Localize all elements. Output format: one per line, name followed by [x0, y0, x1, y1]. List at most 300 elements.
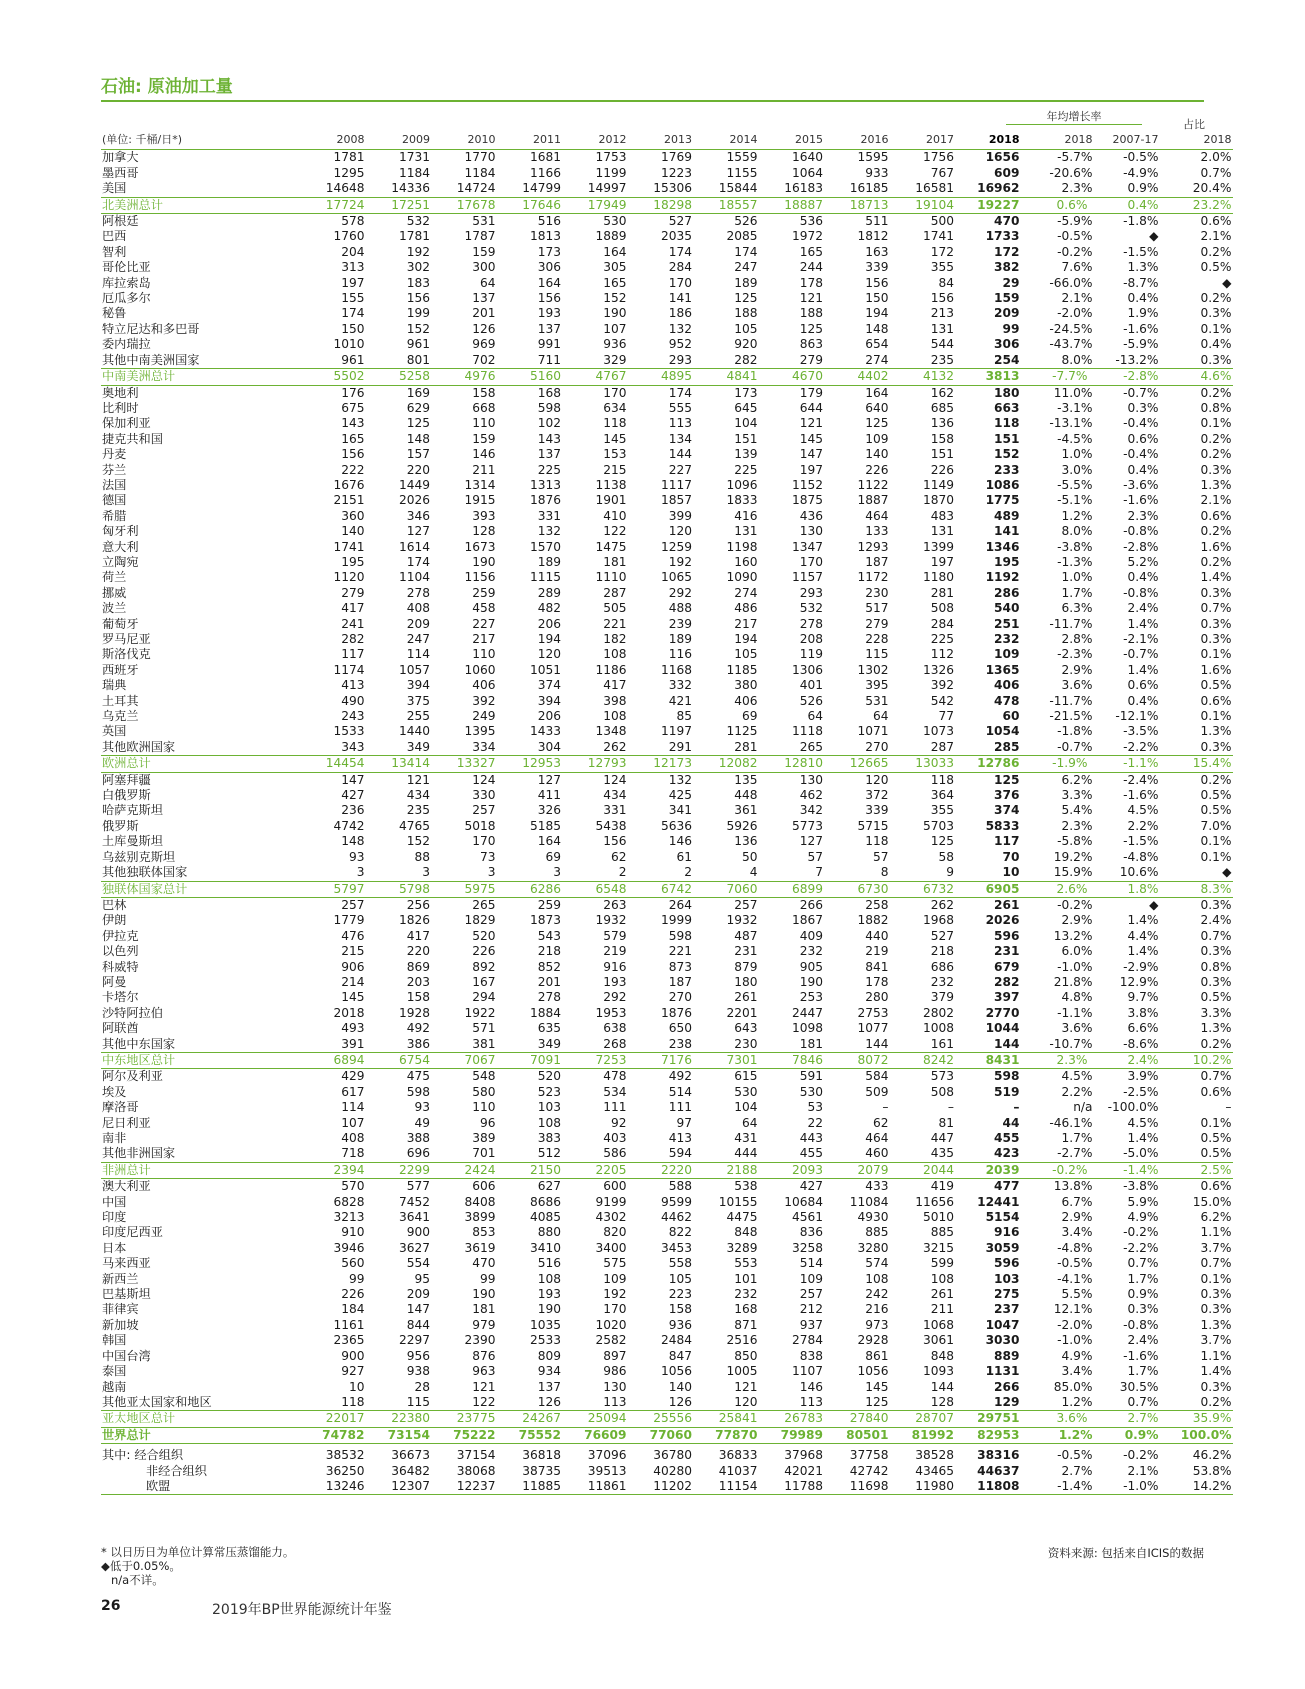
growth-2018-cell: 2.2% — [1061, 1084, 1093, 1099]
value-cell: 629 — [406, 400, 430, 415]
value-cell: 126 — [668, 1394, 692, 1409]
share-cell: 0.5% — [1200, 260, 1232, 275]
value-cell: 287 — [603, 585, 627, 600]
value-cell: 2928 — [857, 1333, 889, 1348]
value-cell: 144 — [994, 1036, 1020, 1051]
value-cell: 145 — [865, 1379, 889, 1394]
value-cell: 281 — [930, 585, 954, 600]
value-cell: 164 — [537, 834, 561, 849]
value-cell: 429 — [341, 1069, 365, 1084]
value-cell: 16183 — [784, 181, 823, 196]
value-cell: 130 — [799, 772, 823, 787]
value-cell: 861 — [865, 1348, 889, 1363]
value-cell: 201 — [537, 974, 561, 989]
value-cell: 1775 — [985, 493, 1020, 508]
growth-2007-17-cell: -0.2% — [1123, 1448, 1159, 1463]
value-cell: 836 — [799, 1225, 823, 1240]
value-cell: 120 — [734, 1394, 758, 1409]
row-label: 巴林 — [102, 897, 127, 912]
value-cell: 933 — [865, 165, 889, 180]
growth-2007-17-cell: -0.2% — [1123, 1225, 1159, 1240]
value-cell: 675 — [341, 400, 365, 415]
growth-2018-cell: -5.9% — [1057, 214, 1093, 229]
value-cell: 114 — [406, 647, 430, 662]
value-cell: 25094 — [562, 1411, 628, 1427]
value-cell: 231 — [994, 944, 1020, 959]
value-cell: 284 — [668, 260, 692, 275]
value-cell: 192 — [603, 1287, 627, 1302]
value-cell: 226 — [865, 462, 889, 477]
share-cell: 0.3% — [1200, 616, 1232, 631]
value-cell: 7301 — [693, 1052, 759, 1068]
value-cell: 596 — [994, 928, 1020, 943]
table-row — [101, 929, 1233, 944]
value-cell: 873 — [668, 959, 692, 974]
value-cell: 172 — [930, 244, 954, 259]
value-cell: 394 — [537, 693, 561, 708]
value-cell: 88 — [414, 849, 430, 864]
row-label: 阿联酋 — [102, 1021, 139, 1036]
value-cell: 16962 — [977, 181, 1020, 196]
table-row — [101, 740, 1233, 756]
table-row — [101, 447, 1233, 462]
value-cell: 132 — [537, 524, 561, 539]
value-cell: 77870 — [693, 1427, 759, 1443]
value-cell: 871 — [734, 1317, 758, 1332]
value-cell: 187 — [865, 554, 889, 569]
value-cell: 8408 — [464, 1194, 496, 1209]
share-cell: 0.1% — [1200, 1271, 1232, 1286]
growth-2007-17-header: 2007-17 — [1094, 128, 1160, 150]
value-cell: 408 — [406, 601, 430, 616]
share-header-title: 占比 — [1183, 118, 1205, 131]
value-cell: 15844 — [718, 181, 758, 196]
value-cell: 512 — [537, 1146, 561, 1161]
value-cell: 265 — [799, 739, 823, 754]
share-cell: 0.3% — [1200, 585, 1232, 600]
value-cell: 530 — [799, 1084, 823, 1099]
value-cell: 64 — [479, 275, 496, 290]
value-cell: 157 — [406, 447, 430, 462]
growth-2007-17-cell: -0.7% — [1123, 385, 1159, 400]
value-cell: 1068 — [922, 1317, 954, 1332]
value-cell: 863 — [799, 337, 823, 352]
value-cell: 1168 — [660, 662, 692, 677]
growth-2007-17-cell: -0.8% — [1123, 1317, 1159, 1332]
growth-2007-17-cell: -0.4% — [1123, 447, 1159, 462]
value-cell: 1104 — [398, 570, 430, 585]
share-cell: 0.8% — [1200, 400, 1232, 415]
value-cell: 11154 — [693, 1479, 759, 1495]
share-cell: 2.1% — [1200, 493, 1232, 508]
growth-2007-17-cell: 5.9% — [1127, 1194, 1159, 1209]
value-cell: 22380 — [366, 1411, 432, 1427]
value-cell: 11861 — [562, 1479, 628, 1495]
value-cell: 12173 — [628, 756, 694, 772]
value-cell: 2205 — [562, 1162, 628, 1178]
value-cell: 961 — [341, 352, 365, 367]
row-label: 其他亚太国家和地区 — [102, 1394, 212, 1409]
value-cell: 349 — [537, 1036, 561, 1051]
value-cell: 305 — [603, 260, 627, 275]
value-cell: 13327 — [431, 756, 497, 772]
growth-2018-cell: -4.5% — [1057, 431, 1093, 446]
share-cell: 0.3% — [1200, 739, 1232, 754]
value-cell: 151 — [734, 431, 758, 446]
value-cell: 36833 — [718, 1448, 758, 1463]
value-cell: 478 — [603, 1069, 627, 1084]
value-cell: 197 — [341, 275, 365, 290]
value-cell: 343 — [341, 739, 365, 754]
value-cell: 17949 — [562, 197, 628, 213]
growth-2007-17-cell: 0.6% — [1127, 431, 1159, 446]
value-cell: 3 — [487, 865, 496, 880]
value-cell: 256 — [406, 897, 430, 912]
value-cell: 38532 — [325, 1448, 365, 1463]
growth-2018-cell: -20.6% — [1049, 165, 1093, 180]
table-row — [101, 601, 1233, 616]
growth-2007-17-cell: -8.7% — [1123, 275, 1159, 290]
value-cell: 1779 — [333, 913, 365, 928]
value-cell: 617 — [341, 1084, 365, 1099]
row-label: 奥地利 — [102, 385, 139, 400]
value-cell: 239 — [668, 616, 692, 631]
value-cell: 16185 — [849, 181, 889, 196]
value-cell: 4895 — [628, 369, 694, 385]
value-cell: 104 — [734, 1100, 758, 1115]
value-cell: 278 — [406, 585, 430, 600]
row-label: 菲律宾 — [102, 1302, 139, 1317]
value-cell: 221 — [668, 944, 692, 959]
value-cell: 108 — [603, 709, 627, 724]
value-cell: 2150 — [497, 1162, 563, 1178]
value-cell: 148 — [341, 834, 365, 849]
value-cell: 150 — [341, 321, 365, 336]
value-cell: 194 — [734, 632, 758, 646]
value-cell: 1753 — [595, 150, 627, 165]
table-row — [101, 1302, 1233, 1317]
row-label: 挪威 — [102, 585, 127, 600]
value-cell: 293 — [668, 352, 692, 367]
value-cell: 57 — [872, 849, 889, 864]
value-cell: 232 — [930, 974, 954, 989]
source-note: 资料来源: 包括来自ICIS的数据 — [1047, 1546, 1204, 1560]
value-cell: 2784 — [791, 1333, 823, 1348]
value-cell: 178 — [865, 974, 889, 989]
value-cell: 77060 — [628, 1427, 694, 1443]
table-row — [101, 540, 1233, 555]
value-cell: 663 — [994, 400, 1020, 415]
value-cell: 2299 — [366, 1162, 432, 1178]
row-label: 非洲总计 — [101, 1162, 300, 1178]
share-cell: 15.0% — [1192, 1194, 1232, 1209]
value-cell: 1681 — [529, 150, 561, 165]
growth-2007-17-cell: -12.1% — [1115, 709, 1159, 724]
value-cell: 162 — [930, 385, 954, 400]
year-header: 2018 — [955, 128, 1021, 150]
value-cell: 243 — [341, 709, 365, 724]
growth-2007-17-cell: 2.4% — [1094, 1052, 1160, 1068]
value-cell: 4402 — [824, 369, 890, 385]
row-label: 以色列 — [102, 944, 139, 959]
value-cell: 119 — [799, 647, 823, 662]
value-cell: 12237 — [431, 1479, 497, 1495]
table-row — [101, 1100, 1233, 1115]
value-cell: 1008 — [922, 1021, 954, 1036]
share-cell: 1.3% — [1200, 724, 1232, 739]
value-cell: 25841 — [693, 1411, 759, 1427]
value-cell: 1440 — [398, 724, 430, 739]
value-cell: 532 — [799, 601, 823, 616]
growth-2018-cell: 6.2% — [1061, 772, 1093, 787]
row-label: 阿尔及利亚 — [102, 1069, 163, 1084]
value-cell: 173 — [734, 385, 758, 400]
share-cell: 0.2% — [1200, 291, 1232, 306]
value-cell: 169 — [406, 385, 430, 400]
row-label: 巴西 — [102, 229, 127, 244]
growth-2018-cell: 0.6% — [1021, 197, 1094, 213]
value-cell: 421 — [668, 693, 692, 708]
growth-2018-cell: -24.5% — [1049, 321, 1093, 336]
value-cell: 570 — [341, 1179, 365, 1194]
value-cell: 332 — [668, 678, 692, 693]
value-cell: 173 — [537, 244, 561, 259]
growth-2018-cell: -4.1% — [1057, 1271, 1093, 1286]
value-cell: 225 — [930, 632, 954, 646]
growth-2018-cell: -2.0% — [1057, 306, 1093, 321]
share-cell: 3.3% — [1200, 1005, 1232, 1020]
value-cell: 427 — [341, 788, 365, 803]
value-cell: 588 — [668, 1179, 692, 1194]
value-cell: 838 — [799, 1348, 823, 1363]
growth-2007-17-cell: -1.1% — [1094, 756, 1160, 772]
value-cell: 9599 — [660, 1194, 692, 1209]
value-cell: 1118 — [791, 724, 823, 739]
row-label: 中国 — [102, 1194, 127, 1209]
value-cell: 1313 — [529, 477, 561, 492]
table-row — [101, 788, 1233, 803]
value-cell: 5833 — [985, 818, 1020, 833]
value-cell: 1064 — [791, 165, 823, 180]
growth-2007-17-cell: -2.8% — [1094, 369, 1160, 385]
value-cell: 182 — [603, 632, 627, 646]
value-cell: 543 — [537, 928, 561, 943]
value-cell: 125 — [994, 772, 1020, 787]
value-cell: 40280 — [653, 1463, 692, 1478]
value-cell: 22017 — [300, 1411, 366, 1427]
table-row — [101, 570, 1233, 585]
value-cell: 961 — [406, 337, 430, 352]
value-cell: 158 — [930, 431, 954, 446]
footnote-diamond: ◆低于0.05%。 — [101, 1559, 181, 1573]
value-cell: 2582 — [595, 1333, 627, 1348]
value-cell: 244 — [799, 260, 823, 275]
value-cell: 219 — [865, 944, 889, 959]
growth-2018-cell: -11.7% — [1049, 616, 1093, 631]
growth-header-rule — [1006, 124, 1142, 125]
growth-2007-17-cell: -1.6% — [1123, 1348, 1159, 1363]
value-cell: 392 — [472, 693, 496, 708]
value-cell: 3813 — [955, 369, 1021, 385]
value-cell: 194 — [865, 306, 889, 321]
value-cell: 4767 — [562, 369, 628, 385]
value-cell: 124 — [472, 772, 496, 787]
value-cell: 139 — [734, 447, 758, 462]
value-cell: 417 — [341, 601, 365, 616]
value-cell: 158 — [406, 990, 430, 1005]
value-cell: 80501 — [824, 1427, 890, 1443]
value-cell: 14454 — [300, 756, 366, 772]
value-cell: 199 — [406, 306, 430, 321]
value-cell: 393 — [472, 508, 496, 523]
value-cell: 174 — [668, 385, 692, 400]
value-cell: 1057 — [398, 662, 430, 677]
value-cell: 128 — [472, 524, 496, 539]
value-cell: 1932 — [726, 913, 758, 928]
value-cell: 14336 — [391, 181, 430, 196]
value-cell: 536 — [799, 214, 823, 229]
value-cell: 1395 — [464, 724, 496, 739]
value-cell: 1870 — [922, 493, 954, 508]
table-row — [101, 1464, 1233, 1479]
table-row — [101, 960, 1233, 975]
value-cell: 12810 — [759, 756, 825, 772]
row-label: 韩国 — [102, 1333, 127, 1348]
value-cell: 578 — [341, 214, 365, 229]
value-cell: 6754 — [366, 1052, 432, 1068]
share-cell: 1.4% — [1200, 1364, 1232, 1379]
value-cell: 255 — [406, 709, 430, 724]
value-cell: 1093 — [922, 1364, 954, 1379]
value-cell: 190 — [603, 306, 627, 321]
growth-2007-17-cell: -4.8% — [1123, 849, 1159, 864]
value-cell: 7452 — [398, 1194, 430, 1209]
value-cell: 6899 — [759, 881, 825, 897]
growth-2018-cell: -0.2% — [1057, 244, 1093, 259]
value-cell: 440 — [865, 928, 889, 943]
value-cell: 526 — [799, 693, 823, 708]
growth-2007-17-cell: 0.3% — [1127, 1302, 1159, 1317]
table-row — [101, 586, 1233, 601]
value-cell: 936 — [603, 337, 627, 352]
row-label: 埃及 — [102, 1084, 127, 1099]
value-cell: 1180 — [922, 570, 954, 585]
growth-2007-17-cell: -2.1% — [1123, 632, 1159, 646]
value-cell: 2018 — [333, 1005, 365, 1020]
value-cell: 668 — [472, 400, 496, 415]
value-cell: 249 — [472, 709, 496, 724]
value-cell: 125 — [406, 416, 430, 431]
value-cell: 147 — [406, 1302, 430, 1317]
value-cell: 153 — [603, 447, 627, 462]
growth-2018-cell: -3.1% — [1057, 400, 1093, 415]
value-cell: 259 — [472, 585, 496, 600]
growth-2018-cell: 21.8% — [1053, 974, 1093, 989]
share-cell: 0.5% — [1200, 788, 1232, 803]
value-cell: 22 — [807, 1115, 823, 1130]
value-cell: 1056 — [660, 1364, 692, 1379]
value-cell: 382 — [994, 260, 1020, 275]
row-label: 特立尼达和多巴哥 — [102, 321, 200, 336]
value-cell: 110 — [472, 647, 496, 662]
value-cell: 531 — [865, 693, 889, 708]
value-cell: 174 — [668, 244, 692, 259]
share-cell: 0.6% — [1200, 1179, 1232, 1194]
value-cell: 114 — [341, 1100, 365, 1115]
value-cell: 13414 — [366, 756, 432, 772]
value-cell: 209 — [994, 306, 1020, 321]
value-cell: 820 — [603, 1225, 627, 1240]
value-cell: 14799 — [522, 181, 561, 196]
value-cell: 146 — [472, 447, 496, 462]
share-cell: 20.4% — [1192, 181, 1232, 196]
year-header: 2011 — [497, 128, 563, 150]
growth-2018-cell: 2.9% — [1061, 913, 1093, 928]
growth-2007-17-cell: 4.5% — [1127, 1115, 1159, 1130]
value-cell: 278 — [799, 616, 823, 631]
growth-2018-cell: -7.7% — [1021, 369, 1094, 385]
value-cell: 11202 — [628, 1479, 694, 1495]
world-total-row — [101, 1427, 1233, 1443]
value-cell: 170 — [668, 275, 692, 290]
value-cell: 1656 — [985, 150, 1020, 165]
growth-2007-17-cell: -1.6% — [1123, 493, 1159, 508]
value-cell: 3400 — [595, 1240, 627, 1255]
value-cell: 42021 — [784, 1463, 823, 1478]
value-cell: 6730 — [824, 881, 890, 897]
value-cell: 107 — [341, 1115, 365, 1130]
value-cell: 206 — [537, 709, 561, 724]
value-cell: 5773 — [791, 818, 823, 833]
value-cell: 18298 — [628, 197, 694, 213]
value-cell: 571 — [472, 1021, 496, 1036]
value-cell: 219 — [603, 944, 627, 959]
value-cell: 9 — [946, 865, 954, 880]
value-cell: 1117 — [660, 477, 692, 492]
value-cell: 434 — [603, 788, 627, 803]
value-cell: 113 — [799, 1394, 823, 1409]
value-cell: 423 — [994, 1146, 1020, 1161]
value-cell: 1972 — [791, 229, 823, 244]
growth-2007-17-cell: -8.6% — [1123, 1036, 1159, 1051]
growth-2007-17-cell: -0.4% — [1123, 416, 1159, 431]
share-2018-header: 2018 — [1160, 128, 1233, 150]
growth-2007-17-cell: 3.9% — [1127, 1069, 1159, 1084]
value-cell: 2026 — [398, 493, 430, 508]
value-cell: 167 — [472, 974, 496, 989]
value-cell: 1166 — [529, 165, 561, 180]
value-cell: 5926 — [726, 818, 758, 833]
value-cell: 152 — [603, 291, 627, 306]
value-cell: 1346 — [985, 539, 1020, 554]
value-cell: 156 — [865, 275, 889, 290]
value-cell: 133 — [865, 524, 889, 539]
value-cell: 519 — [994, 1084, 1020, 1099]
row-label: 斯洛伐克 — [102, 647, 151, 662]
share-cell: 0.2% — [1200, 1394, 1232, 1409]
value-cell: 4302 — [595, 1210, 627, 1225]
value-cell: 3213 — [333, 1210, 365, 1225]
value-cell: 1051 — [529, 662, 561, 677]
value-cell: 2079 — [824, 1162, 890, 1178]
value-cell: 1559 — [726, 150, 758, 165]
value-cell: 3627 — [398, 1240, 430, 1255]
row-label: 匈牙利 — [102, 524, 139, 539]
row-label: 其他中南美洲国家 — [102, 352, 200, 367]
value-cell: 10684 — [784, 1194, 823, 1209]
value-cell: 1047 — [985, 1317, 1020, 1332]
growth-2018-cell: -10.7% — [1049, 1036, 1093, 1051]
